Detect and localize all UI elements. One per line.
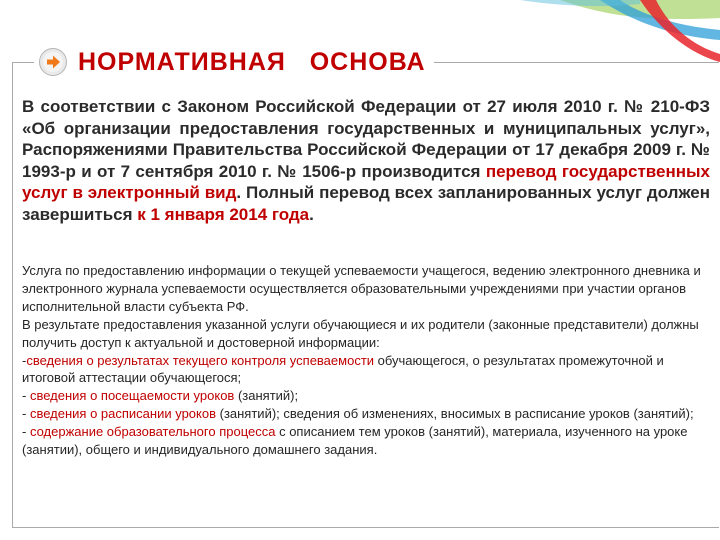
list-item	[22, 405, 712, 423]
list-item-prefix: -	[22, 424, 30, 440]
service-description: Услуга по предоставлению информации о текущей успеваемости учащегося, ведению электронного дневника и электронного журнала успеваемости осуществляется образовательными учреждениями при участии органов исполнительной власти субъекта РФ.	[22, 263, 701, 314]
main-highlight-transfer: перевод государственных услуг в электронный вид	[22, 161, 710, 203]
list-item-prefix: -	[22, 406, 30, 422]
main-highlight-deadline: к 1 января 2014 года	[137, 204, 310, 224]
list-item-prefix: -	[22, 388, 30, 404]
main-text-start: В соответствии с Законом Российской Федерации от 27 июля 2010 г. № 210-ФЗ «Об организации предоставления государственных и муниципальных услуг», Распоряжениями Правительства Российской Федерации от 17 декабря 2009 г. № 1993-р и от 7 сентября 2010 г. № 1506-р производится	[22, 97, 710, 181]
list-item-text: обучающегося, о результатах промежуточной и итоговой аттестации обучающегося;	[22, 352, 664, 386]
title-bar	[34, 44, 434, 80]
list-item-highlight: сведения о расписании уроков	[29, 406, 216, 422]
service-result: В результате предоставления указанной услуги обучающиеся и их родители (законные представители) должны получить доступ к актуальной и достоверной информации:	[22, 316, 699, 350]
main-text-end: .	[309, 204, 314, 224]
list-item-prefix: -	[22, 352, 27, 368]
list-item-highlight: содержание образовательного процесса	[29, 424, 276, 440]
list-item	[22, 352, 712, 388]
arrow-right-icon	[38, 47, 68, 77]
list-item-text: (занятий);	[234, 388, 299, 404]
page-title: НОРМАТИВНАЯ ОСНОВА	[78, 47, 426, 76]
list-item-highlight: сведения о результатах текущего контроля успеваемости	[26, 352, 375, 368]
list-item	[22, 387, 712, 405]
main-paragraph	[22, 96, 710, 226]
list-item-text: (занятий); сведения об изменениях, вносимых в расписание уроков (занятий);	[216, 406, 694, 422]
secondary-paragraph	[22, 262, 712, 459]
list-item-highlight: сведения о посещаемости уроков	[29, 388, 235, 404]
main-text-middle: . Полный перевод всех запланированных услуг должен завершиться	[22, 183, 710, 224]
list-item	[22, 423, 712, 459]
list-item-text: с описанием тем уроков (занятий), материала, изученного на уроке (занятии), общего и индивидуального домашнего задания.	[22, 424, 688, 458]
